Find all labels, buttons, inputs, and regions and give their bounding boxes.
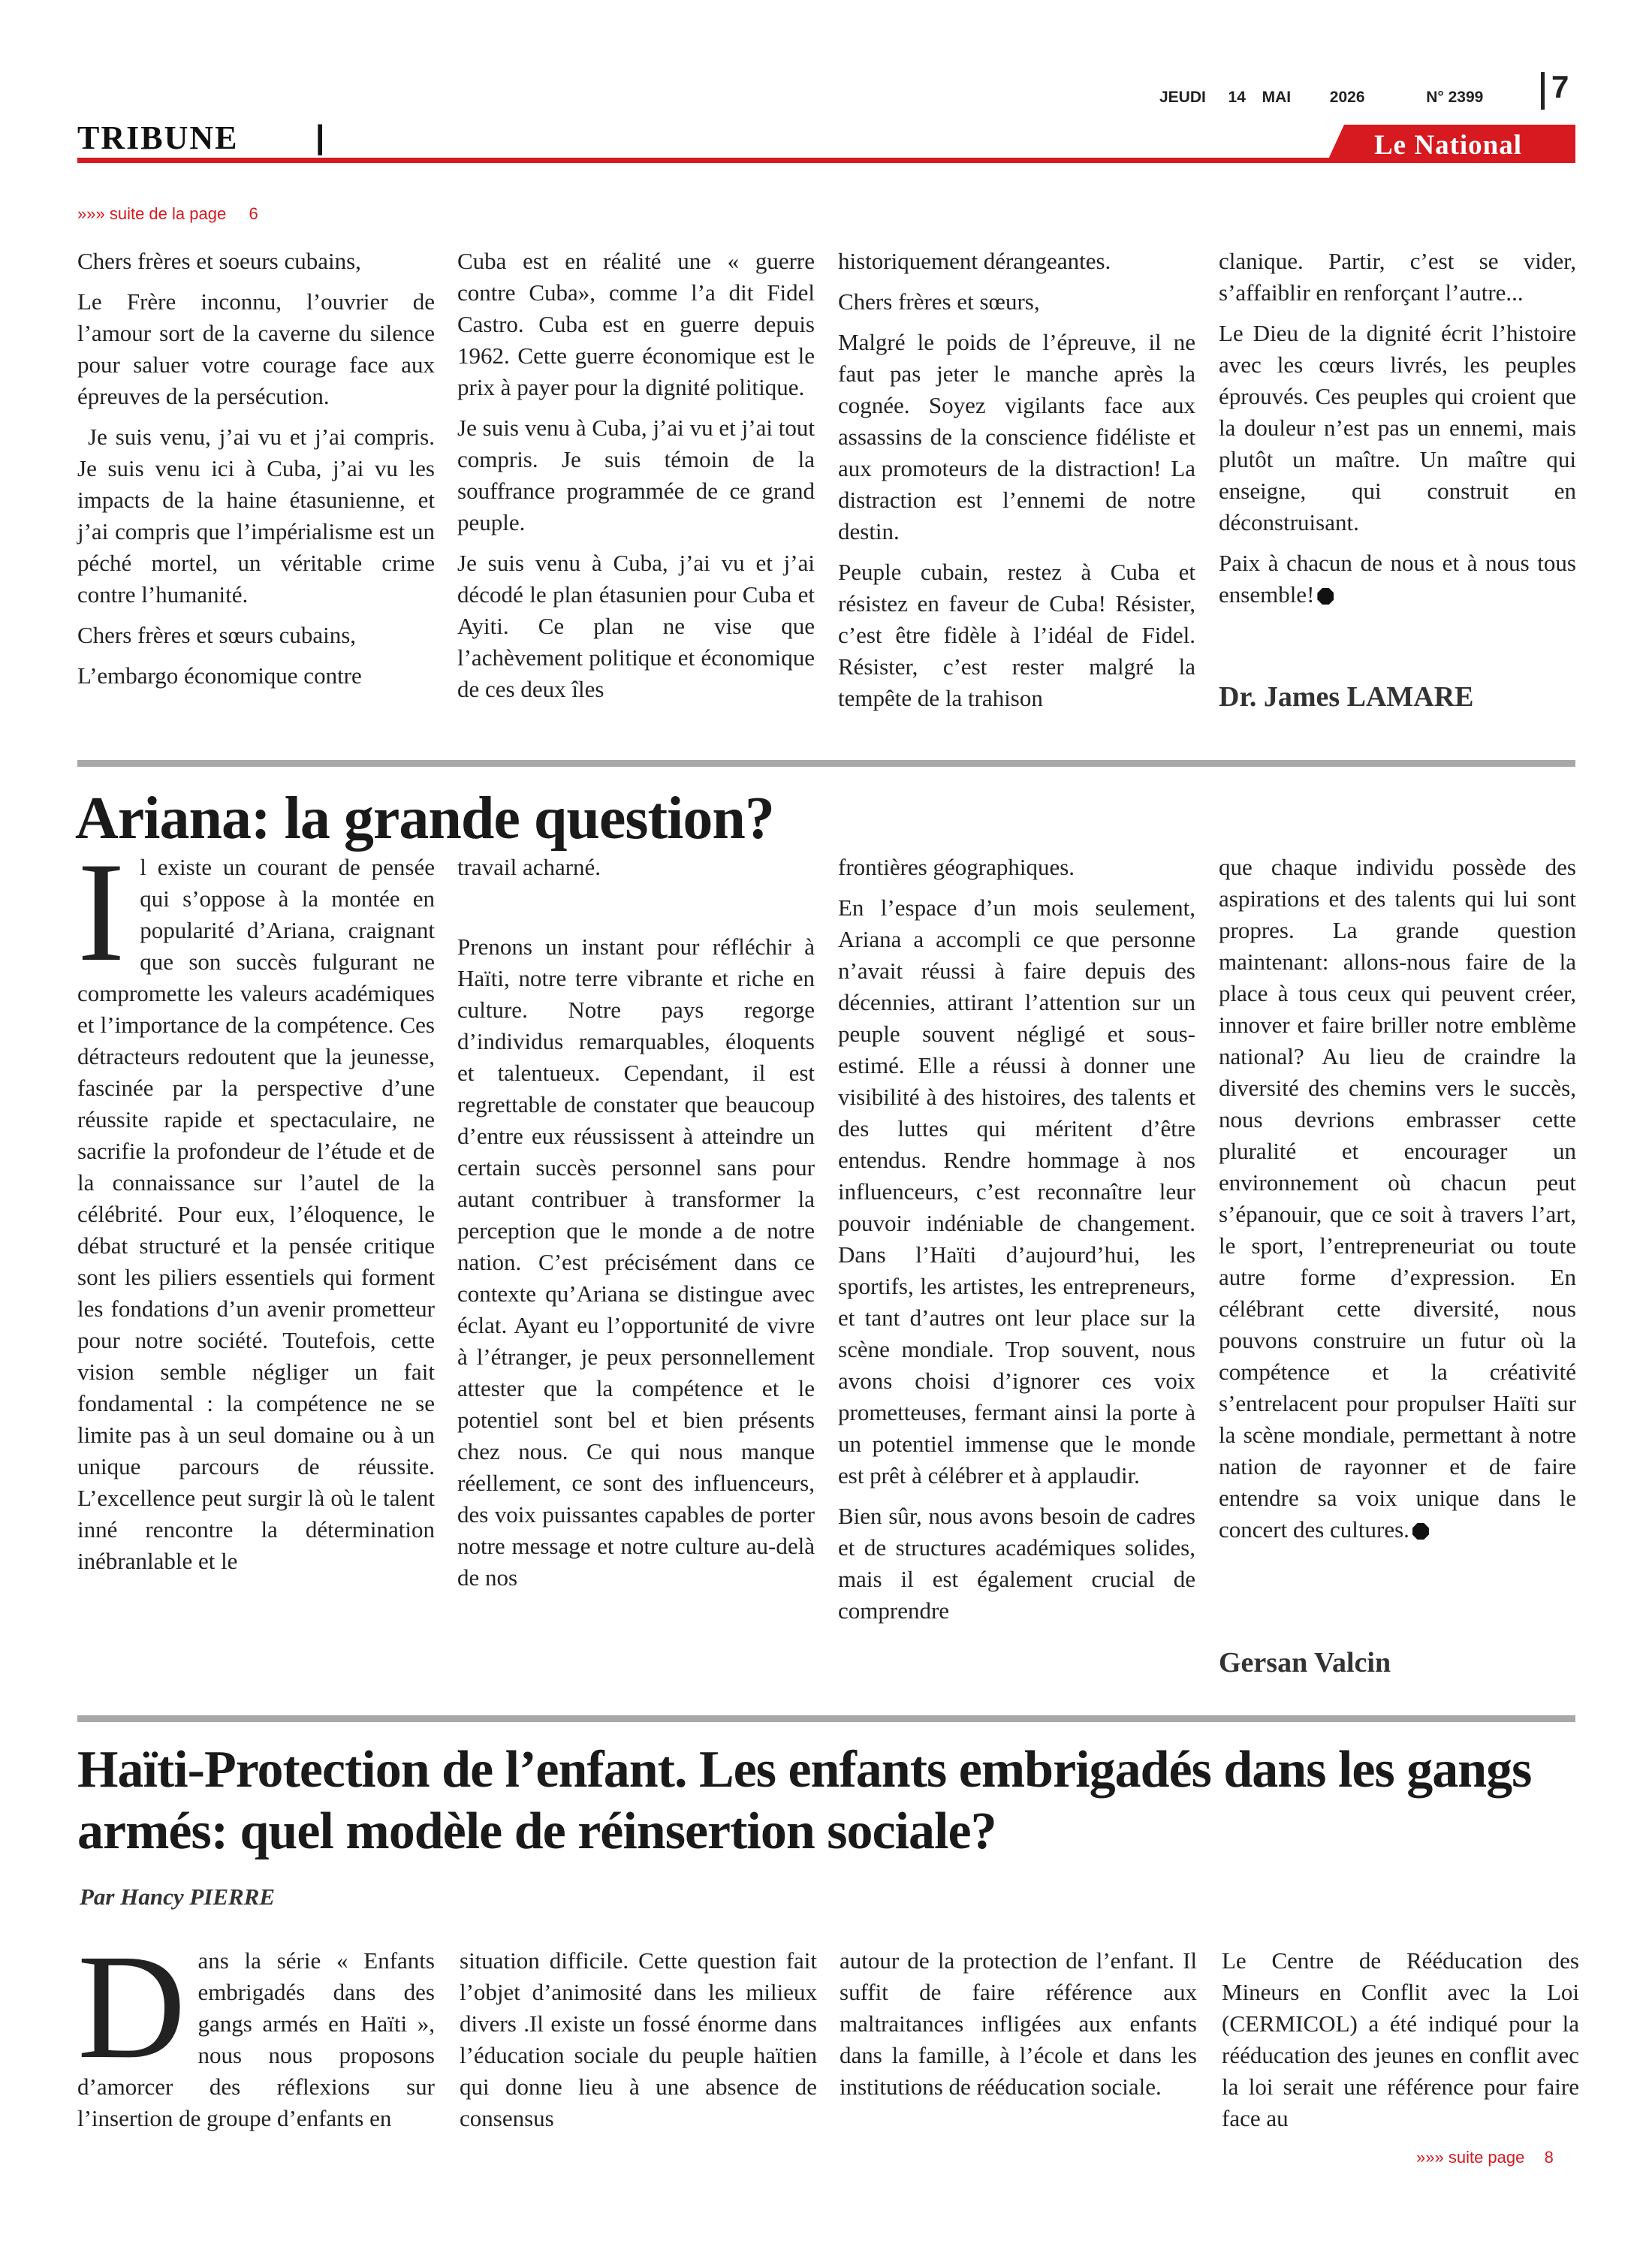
issue-month: MAI — [1262, 89, 1292, 106]
continuation-marker: »»» — [1416, 2148, 1444, 2167]
continued-to-page: 8 — [1544, 2148, 1554, 2167]
article2-column-1 — [77, 834, 435, 1577]
article3-title: Haïti-Protection de l’enfant. Les enfants embrigadés dans les gangs armés: quel modèle de réinsertion sociale? — [77, 1741, 1532, 1860]
article2-column-1-text: l existe un courant de pensée qui s’oppose à la montée en popularité d’Ariana, craignant que son succès fulgurant ne compromette les valeurs académiques et l’importance de la compétence. Ces détracteurs redoutent que la jeunesse, fascinée par la perspective d’une réussite rapide et spectaculaire, ne sacrifie la profondeur de l’étude et de la connaissance sur l’autel de la célébrité. Pour eux, l’éloquence, le débat structuré et la pensée critique sont les piliers essentiels qui forment les fondations d’un avenir prometteur pour notre société. Toutefois, cette vision semble négliger un fait fondamental : la compétence ne se limite pas à un seul domaine ou à un unique parcours de réussite. L’excellence peut surgir là où le talent inné rencontre la détermination inébranlable et le — [77, 854, 435, 1574]
paragraph: Malgré le poids de l’épreuve, il ne faut pas jeter le manche après la cognée. Soyez vigilants face aux assassins de la conscience fidéliste et aux promoteurs de la distraction! La distraction est l’ennemi de notre destin. — [838, 329, 1195, 544]
article-divider — [77, 1715, 1575, 1722]
paragraph: Cuba est en réalité une « guerre contre Cuba», comme l’a dit Fidel Castro. Cuba est en guerre depuis 1962. Cette guerre économique est le prix à payer pour la dignité politique. — [457, 248, 815, 400]
paragraph: historiquement dérangeantes. — [838, 248, 1111, 274]
continued-from-note — [77, 204, 258, 224]
article3-column-3 — [840, 1945, 1197, 2103]
section-separator: | — [315, 119, 325, 155]
issue-day: JEUDI — [1159, 89, 1206, 106]
article3-column-1 — [77, 1924, 435, 2134]
end-mark-icon — [1317, 588, 1334, 605]
article2-column-3 — [838, 852, 1195, 1627]
dropcap: D — [77, 1924, 186, 2090]
article1-author: Dr. James LAMARE — [1219, 681, 1474, 713]
dropcap: I — [77, 834, 125, 991]
paragraph: Je suis venu à Cuba, j’ai vu et j’ai tout compris. Je suis témoin de la souffrance programmée de ce grand peuple. — [457, 415, 815, 535]
paragraph: Je suis venu, j’ai vu et j’ai compris. Je suis venu ici à Cuba, j’ai vu les impacts de la haine étasunienne, et j’ai compris que l’impérialisme est un péché mortel, un véritable crime contre l’humanité. — [77, 424, 435, 608]
continued-to-label: suite page — [1448, 2148, 1525, 2167]
paragraph: clanique. Partir, c’est se vider, s’affaiblir en renforçant l’autre... — [1219, 248, 1576, 306]
issue-number: N° 2399 — [1426, 89, 1484, 106]
article2-title: Ariana: la grande question? — [75, 786, 774, 852]
article1-column-1 — [77, 246, 435, 692]
issue-date-number: 14 — [1228, 89, 1246, 106]
article3-column-1-text: ans la série « Enfants embrigadés dans des gangs armés en Haïti », nous nous proposons d’amorcer des réflexions sur l’insertion de groupe d’enfants en — [77, 1947, 435, 2131]
paragraph: Le Frère inconnu, l’ouvrier de l’amour sort de la caverne du silence pour saluer votre courage face aux épreuves de la persécution. — [77, 288, 435, 409]
paragraph-text: Paix à chacun de nous et à nous tous ensemble! — [1219, 550, 1576, 608]
end-mark-icon — [1412, 1523, 1429, 1540]
paragraph: frontières géographiques. — [838, 854, 1075, 880]
closing-paragraph — [1219, 547, 1576, 611]
continued-from-page: 6 — [249, 204, 258, 223]
continued-from-label: suite de la page — [109, 204, 227, 223]
paragraph: Prenons un instant pour réfléchir à Haïti, notre terre vibrante et riche en culture. Notre pays regorge d’individus remarquables, éloquents et talentueux. Cependant, il est regrettable de constater que beaucoup d’entre eux réussissent à atteindre un certain succès personnel sans pour autant contribuer à transformer la perception que le monde a de notre nation. C’est précisément dans ce contexte qu’Ariana se distingue avec éclat. Ayant eu l’opportunité de vivre à l’étranger, je peux personnellement attester que la compétence et le potentiel sont bel et bien présents chez nous. Ce qui nous manque réellement, ce sont des influenceurs, des voix puissantes capables de porter notre message et notre culture au-delà de nos — [457, 933, 815, 1591]
section-title: TRIBUNE — [77, 119, 239, 156]
paragraph: situation difficile. Cette question fait l’objet d’animosité dans les milieux divers .Il existe un fossé énorme dans l’éducation sociale du peuple haïtien qui donne lieu à une absence de consensus — [460, 1947, 817, 2131]
paragraph: Chers frères et sœurs, — [838, 288, 1040, 315]
closing-paragraph — [1219, 852, 1576, 1546]
article2-column-4 — [1219, 852, 1576, 1546]
paragraph: autour de la protection de l’enfant. Il suffit de faire référence aux maltraitances infligées aux enfants dans la famille, à l’école et dans les institutions de rééducation sociale. — [840, 1947, 1197, 2100]
paragraph: L’embargo économique contre — [77, 662, 362, 689]
page-number: 7 — [1551, 69, 1569, 104]
article-divider — [77, 760, 1575, 767]
paragraph: Le Centre de Rééducation des Mineurs en Conflit avec la Loi (CERMICOL) a été indiqué pour la rééducation des jeunes en conflit avec la loi serait une référence pour faire face au — [1222, 1947, 1579, 2131]
paragraph: Chers frères et soeurs cubains, — [77, 248, 361, 274]
issue-year: 2026 — [1329, 89, 1365, 106]
paragraph: Le Dieu de la dignité écrit l’histoire avec les cœurs livrés, les peuples éprouvés. Ces peuples qui croient que la douleur n’est pas un ennemi, mais plutôt un maître. Un maître qui enseigne, qui construit en déconstruisant. — [1219, 320, 1576, 535]
paragraph: Bien sûr, nous avons besoin de cadres et de structures académiques solides, mais il est également crucial de comprendre — [838, 1503, 1195, 1624]
article3-byline: Par Hancy PIERRE — [80, 1884, 276, 1910]
article3-column-2 — [460, 1945, 817, 2134]
paragraph: Peuple cubain, restez à Cuba et résistez en faveur de Cuba! Résister, c’est être fidèle à l’idéal de Fidel. Résister, c’est rester malgré la tempête de la trahison — [838, 559, 1195, 711]
article2-author: Gersan Valcin — [1219, 1647, 1391, 1678]
continued-to-note — [1416, 2148, 1554, 2167]
paragraph: Chers frères et sœurs cubains, — [77, 622, 357, 648]
issue-dateline — [1159, 89, 1483, 107]
article2-column-2 — [457, 852, 815, 1594]
article1-column-4 — [1219, 246, 1576, 611]
article1-column-2 — [457, 246, 815, 705]
continuation-marker: »»» — [77, 204, 105, 223]
article1-column-3 — [838, 246, 1195, 714]
paragraph: travail acharné. — [457, 854, 601, 880]
masthead-title: Le National — [1374, 130, 1523, 161]
paragraph: En l’espace d’un mois seulement, Ariana a accompli ce que personne n’avait réussi à faire depuis des décennies, attirant l’attention sur un peuple souvent négligé et sous-estimé. Elle a réussi à donner une visibilité à des histoires, des talents et des luttes qui méritent d’être entendus. Rendre hommage à nos influenceurs, c’est reconnaître leur pouvoir indéniable de changement. Dans l’Haïti d’aujourd’hui, les sportifs, les artistes, les entrepreneurs, et tant d’autres ont leur place sur la scène mondiale. Trop souvent, nous avons choisi d’ignorer ces voix prometteuses, fermant ainsi la porte à un potentiel immense que le monde est prêt à célébrer et à applaudir. — [838, 894, 1195, 1488]
paragraph: Je suis venu à Cuba, j’ai vu et j’ai décodé le plan étasunien pour Cuba et Ayiti. Ce plan ne vise que l’achèvement politique et économique de ces deux îles — [457, 550, 815, 702]
paragraph-text: que chaque individu possède des aspirations et des talents qui lui sont propres. La grande question maintenant: allons-nous faire de la place à tous ceux qui peuvent créer, innover et faire briller notre emblème national? Au lieu de craindre la diversité des chemins vers le succès, nous devrions embrasser cette pluralité et encourager un environnement où chacun peut s’épanouir, que ce soit à travers l’art, le sport, l’entrepreneuriat ou toute autre forme d’expression. En célébrant cette diversité, nous pouvons construire un futur où la compétence et la créativité s’entrelacent pour propulser Haïti sur la scène mondiale, permettant à notre nation de rayonner et de faire entendre sa voix unique dans le concert des cultures. — [1219, 854, 1576, 1543]
page-number-divider — [1541, 72, 1545, 110]
article3-column-4 — [1222, 1945, 1579, 2134]
